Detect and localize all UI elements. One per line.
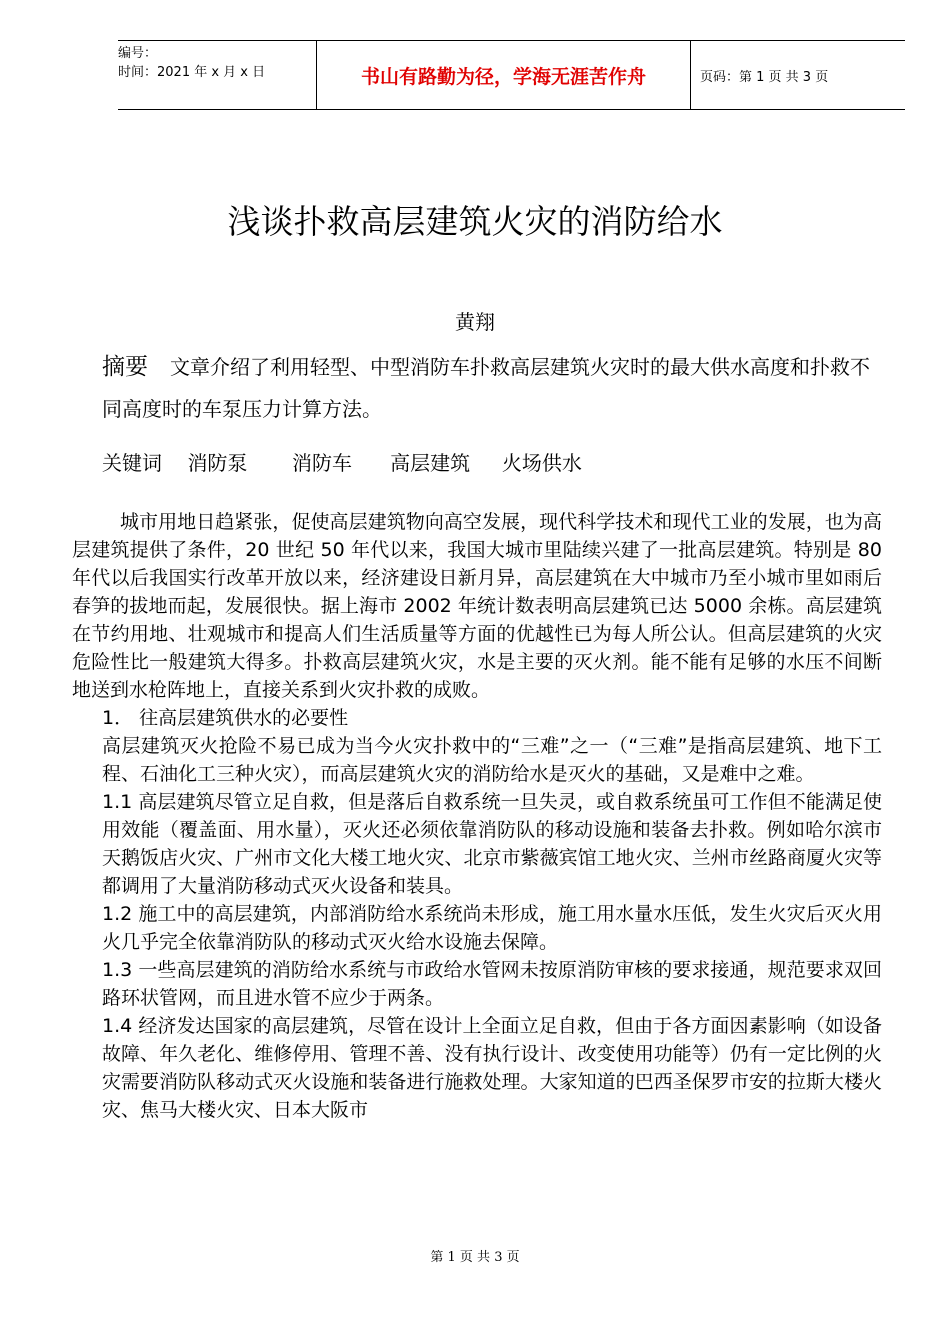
time-label: 时间：2021 年 x 月 x 日	[118, 65, 266, 80]
author: 黄翔	[455, 310, 495, 334]
abstract	[102, 346, 882, 430]
keyword-item: 火场供水	[501, 451, 582, 475]
document-title: 浅谈扑救高层建筑火灾的消防给水	[227, 202, 723, 241]
header-motto: 书山有路勤为径，学海无涯苦作舟	[316, 41, 691, 109]
section-paragraph: 1.3 一些高层建筑的消防给水系统与市政给水管网未按原消防审核的要求接通，规范要求双回路环状管网，而且进水管不应少于两条。	[102, 959, 882, 1009]
abstract-label: 摘要	[102, 354, 148, 380]
keyword-item: 消防车	[291, 451, 352, 475]
header-meta	[118, 41, 316, 112]
keyword-item: 消防泵	[187, 451, 248, 475]
page-footer: 第 1 页 共 3 页	[430, 1250, 520, 1265]
section-paragraph: 1.2 施工中的高层建筑，内部消防给水系统尚未形成，施工用水量水压低，发生火灾后灭火用火几乎完全依靠消防队的移动式灭火给水设施去保障。	[102, 903, 882, 953]
header-page-info: 页码：第 1 页 共 3 页	[700, 69, 829, 85]
keywords-label: 关键词	[102, 451, 162, 475]
section-paragraph: 1.1 高层建筑尽管立足自救，但是落后自救系统一旦失灵，或自救系统虽可工作但不能满足使用效能（覆盖面、用水量），灭火还必须依靠消防队的移动设施和装备去扑救。例如哈尔滨市天鹅饭店火灾、广州市文化大楼工地火灾、北京市紫薇宾馆工地火灾、兰州市丝路商厦火灾等都调用了大量消防移动式灭火设备和装具。	[102, 791, 882, 897]
section-heading: 1． 往高层建筑供水的必要性	[102, 707, 349, 729]
body-text	[72, 508, 882, 1124]
number-label: 编号：	[118, 46, 158, 61]
section-paragraph: 高层建筑灭火抢险不易已成为当今火灾扑救中的“三难”之一（“三难”是指高层建筑、地下工程、石油化工三种火灾），而高层建筑火灾的消防给水是灭火的基础，又是难中之难。	[102, 735, 882, 785]
keywords	[102, 445, 582, 481]
page-header	[118, 40, 905, 110]
abstract-text: 文章介绍了利用轻型、中型消防车扑救高层建筑火灾时的最大供水高度和扑救不同高度时的车泵压力计算方法。	[102, 355, 870, 421]
keyword-item: 高层建筑	[390, 451, 471, 475]
intro-paragraph: 城市用地日趋紧张，促使高层建筑物向高空发展，现代科学技术和现代工业的发展，也为高层建筑提供了条件，20 世纪 50 年代以来，我国大城市里陆续兴建了一批高层建筑。特别是 80 年代以后我国实行改革开放以来，经济建设日新月异，高层建筑在大中城市乃至小城市里如雨后春笋的拔地而起，发展很快。据上海市 2002 年统计数表明高层建筑已达 5000 余栋。高层建筑在节约用地、壮观城市和提高人们生活质量等方面的优越性已为每人所公认。但高层建筑的火灾危险性比一般建筑大得多。扑救高层建筑火灾，水是主要的灭火剂。能不能有足够的水压不间断地送到水枪阵地上，直接关系到火灾扑救的成败。	[72, 511, 882, 701]
section-paragraph: 1.4 经济发达国家的高层建筑，尽管在设计上全面立足自救，但由于各方面因素影响（如设备故障、年久老化、维修停用、管理不善、没有执行设计、改变使用功能等）仍有一定比例的火灾需要消防队移动式灭火设施和装备进行施救处理。大家知道的巴西圣保罗市安的拉斯大楼火灾、焦马大楼火灾、日本大阪市	[102, 1015, 882, 1121]
